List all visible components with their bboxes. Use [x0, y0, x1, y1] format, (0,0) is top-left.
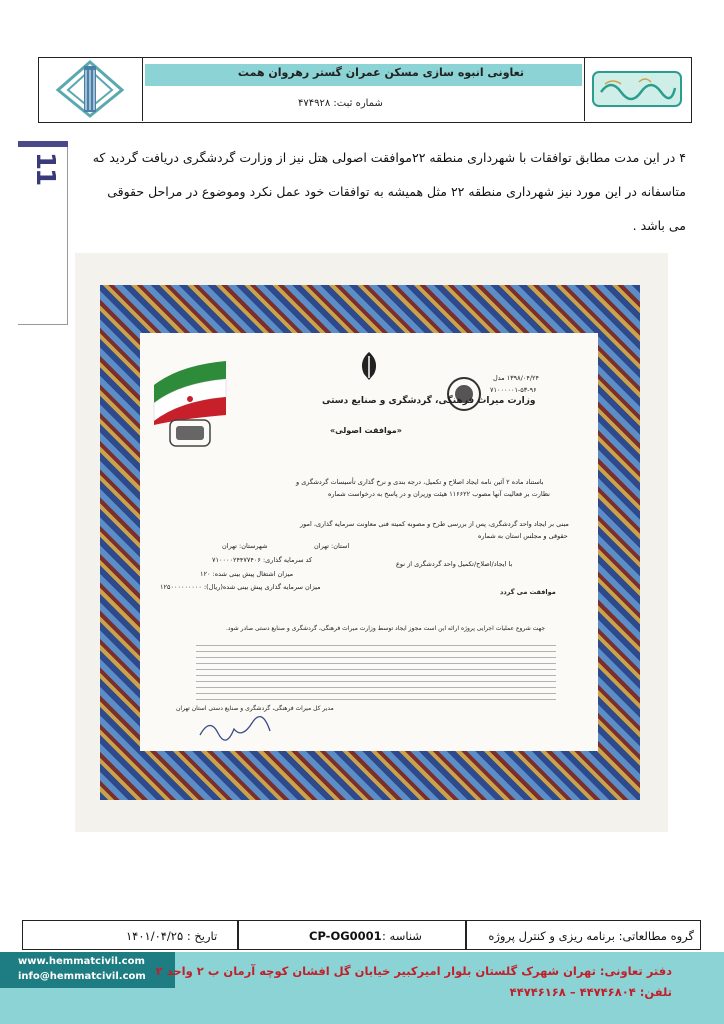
preamble-line-1: باستناد ماده ۲ آئین نامه ایجاد اصلاح و تکمیل، درجه بندی و نرخ گذاری تأسیسات گردشگری و — [296, 478, 544, 486]
project-id: CP-OG0001 — [309, 929, 382, 943]
page-tab-accent — [18, 141, 68, 147]
certificate-reference: ۷۱۰۰۰۰۰۱-۵۳-۹۶ — [490, 386, 537, 394]
project-id-label: شناسه : — [382, 929, 422, 943]
investor-code-field: کد سرمایه گذاری: ۷۱۰۰۰۰۲۴۴۷۷۴۰۶ — [212, 556, 313, 564]
preamble-line-2: نظارت بر فعالیت آنها مصوب ۱۱۶۶۲۲ هیئت وزیران و در پاسخ به درخواست شماره — [328, 490, 550, 498]
city-field: شهرستان: تهران — [222, 542, 268, 550]
jobs-field: میزان اشتغال پیش بینی شده: ۱۲۰ — [200, 570, 294, 578]
email-link[interactable]: info@hemmatcivil.com — [18, 971, 146, 982]
iran-flag-icon — [150, 355, 230, 425]
company-logo — [40, 58, 143, 121]
approval-statement: موافقت می گردد — [500, 588, 556, 596]
registration-number: شماره ثبت: ۴۷۴۹۲۸ — [298, 98, 383, 109]
unit-type-field: با ایجاد/اصلاح/تکمیل واحد گردشگری از نوع — [396, 560, 513, 568]
national-emblem-icon — [354, 350, 384, 382]
building-logo-icon — [40, 58, 141, 119]
subject-line-2: حقوقی و مجلس استان به شماره — [478, 532, 568, 540]
subject-line-1: مبنی بر ایجاد واحد گردشگری، پس از بررسی طرح و مصوبه کمیته فنی معاونت سرمایه گذاری، امور — [300, 520, 569, 528]
approval-badge: «موافقت اصولی» — [330, 426, 402, 435]
signature-icon — [196, 715, 276, 745]
calligraphy-emblem-icon — [585, 58, 689, 119]
signatory: مدیر کل میراث فرهنگی، گردشگری و صنایع دستی استان تهران — [176, 705, 334, 712]
study-group: گروه مطالعاتی: برنامه ریزی و کنترل پروژه — [488, 929, 694, 943]
footer-divider — [465, 921, 467, 949]
ministry-name: وزارت میراث فرهنگی، گردشگری و صنایع دستی — [322, 396, 536, 406]
office-address: دفتر تعاونی: تهران شهرک گلستان بلوار امیرکبیر خیابان گل افشان کوچه آرمان ب ۲ واحد ۲ — [155, 964, 672, 978]
investment-field: میزان سرمایه گذاری پیش بینی شده(ریال): ۱۲۵۰۰۰۰۰۰۰۰۰ — [160, 583, 321, 591]
footer-divider — [237, 921, 239, 949]
ministry-seal-icon — [446, 376, 482, 412]
company-title: تعاونی انبوه سازی مسکن عمران گستر رهروان همت — [237, 66, 524, 79]
page-number: 11 — [30, 152, 60, 185]
paragraph-line-1: ۴ در این مدت مطابق توافقات با شهرداری منطقه ۲۲موافقت اصولی هتل نیز از وزارت گردشگری دریافت گردید که — [92, 150, 686, 165]
paragraph-line-3: می باشد . — [632, 218, 686, 233]
conditions-body — [196, 640, 556, 700]
certificate-number: ۱۳۹۸/۰۴/۲۴ مدل — [493, 374, 539, 382]
document-date: تاریخ : ۱۴۰۱/۰۴/۲۵ — [126, 929, 218, 943]
website-link[interactable]: www.hemmatcivil.com — [18, 956, 145, 967]
office-phone: تلفن: ۴۴۷۴۶۸۰۴ – ۴۴۷۴۶۱۶۸ — [509, 985, 672, 999]
conditions-text: جهت شروع عملیات اجرایی پروژه ارائه این است مجوز ایجاد توسط وزارت میراث فرهنگی، گردشگری و صنایع دستی صادر شود. — [226, 625, 546, 632]
paragraph-line-2: متاسفانه در این مورد نیز شهرداری منطقه ۲۲ مثل همیشه به توافقات خود عمل نکرد وموضوع در مراحل حقوقی — [107, 184, 686, 199]
decorative-stamp-icon — [168, 418, 212, 448]
province-field: استان: تهران — [314, 542, 350, 550]
calligraphy-logo — [584, 58, 690, 121]
